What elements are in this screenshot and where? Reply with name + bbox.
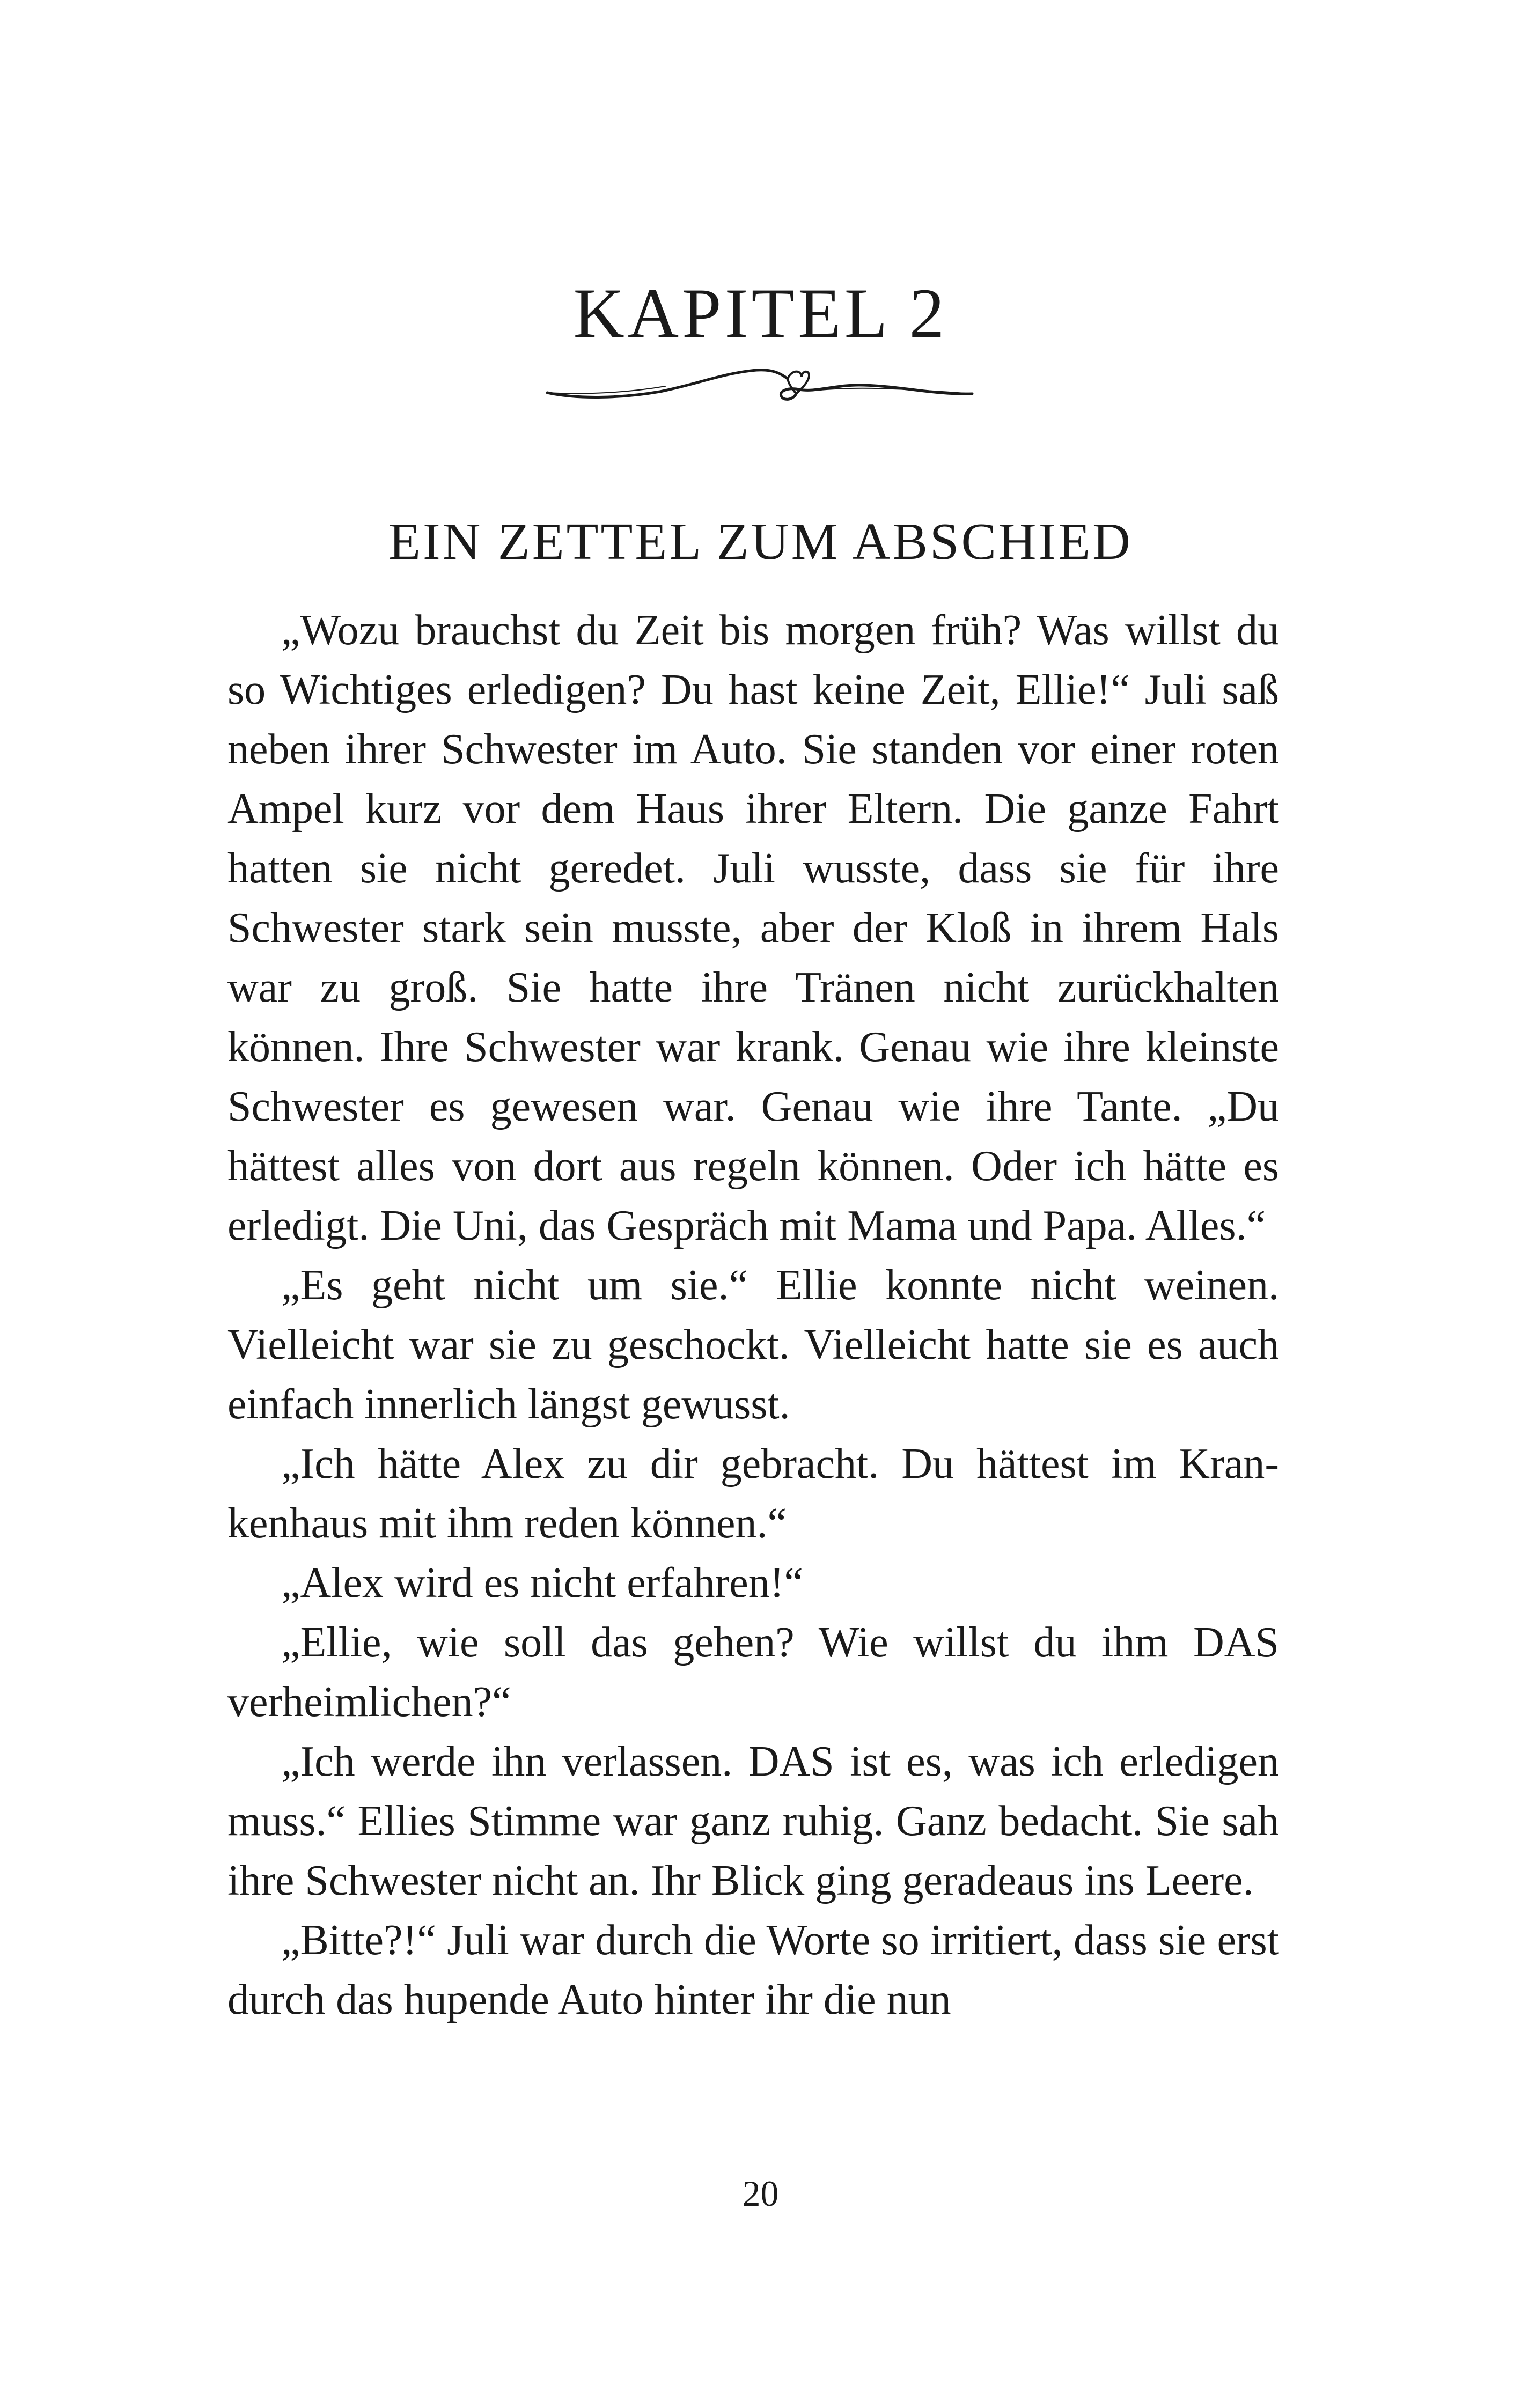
paragraph: „Es geht nicht um sie.“ Ellie konnte nicht weinen. Vielleicht war sie zu geschockt. Vielleicht hatte sie es auch einfach innerlich längst gewusst. <box>227 1262 1279 1428</box>
flourish-heart-divider-icon <box>537 349 982 408</box>
paragraph: „Alex wird es nicht erfahren!“ <box>281 1559 803 1607</box>
paragraph: „Ich werde ihn verlassen. DAS ist es, was ich erledigen muss.“ Ellies Stimme war ganz ruhig. Ganz bedacht. Sie sah ihre Schwester nicht an. Ihr Blick ging geradeaus ins Leere. <box>227 1738 1279 1904</box>
chapter-subtitle: EIN ZETTEL ZUM ABSCHIED <box>388 513 1133 571</box>
paragraph: „Wozu brauchst du Zeit bis morgen früh? Was willst du so Wichtiges erledigen? Du hast keine Zeit, Ellie!“ Juli saß neben ihrer Schwester im Auto. Sie standen vor einer roten Ampel kurz vor dem Haus ihrer Eltern. Die ganze Fahrt hatten sie nicht geredet. Juli wusste, dass sie für ihre Schwester stark sein musste, aber der Kloß in ihrem Hals war zu groß. Sie hatte ihre Tränen nicht zurückhalten können. Ihre Schwester war krank. Genau wie ihre kleinste Schwester es gewesen war. Genau wie ihre Tante. „Du hättest alles von dort aus regeln können. Oder ich hätte es erledigt. Die Uni, das Gespräch mit Mama und Papa. Alles.“ <box>227 607 1279 1249</box>
page-number: 20 <box>742 2173 779 2214</box>
chapter-heading: KAPITEL 2 <box>573 274 948 353</box>
body-text <box>227 601 1279 2030</box>
paragraph: „Ich hätte Alex zu dir gebracht. Du hättest im Krankenhaus mit ihm reden können.“ <box>227 1440 1279 1547</box>
paragraph: „Bitte?!“ Juli war durch die Worte so irritiert, dass sie erst durch das hupende Auto hinter ihr die nun <box>227 1917 1279 2023</box>
paragraph: „Ellie, wie soll das gehen? Wie willst du ihm DAS verheimlichen?“ <box>227 1619 1279 1726</box>
